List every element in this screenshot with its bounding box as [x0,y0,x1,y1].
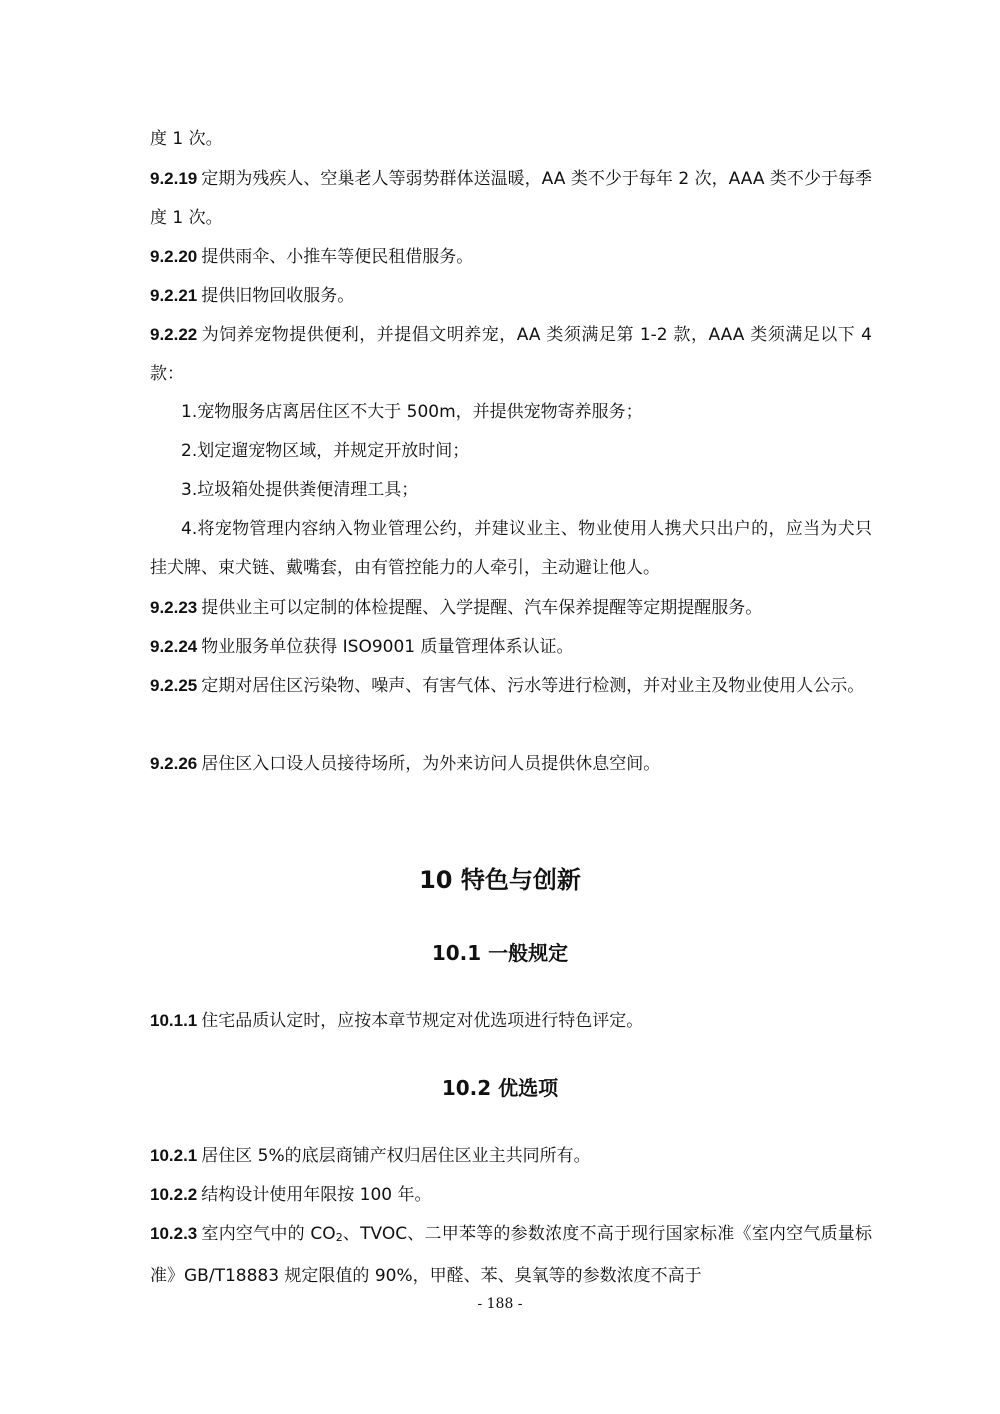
clause-9-2-23 [150,588,872,628]
clause-10-2-1 [150,1136,872,1176]
clause-9-2-19 [150,159,872,238]
clause-text: 物业服务单位获得 ISO9001 质量管理体系认证。 [201,637,574,657]
clause-9-2-22 [150,315,872,394]
clause-text: 提供雨伞、小推车等便民租借服务。 [201,247,474,267]
clause-9-2-24 [150,627,872,667]
page-number: - 188 - [477,1296,523,1312]
pet-item-4: 4.将宠物管理内容纳入物业管理公约，并建议业主、物业使用人携犬只出户的，应当为犬只挂犬牌、束犬链、戴嘴套，由有管控能力的人牵引，主动避让他人。 [150,519,872,578]
pet-item-3: 3.垃圾箱处提供粪便清理工具； [181,480,419,500]
clause-number: 9.2.20 [150,247,198,266]
continuation-text: 度 1 次。 [150,129,223,149]
clause-text: 结构设计使用年限按 100 年。 [201,1185,432,1205]
clause-10-2-3 [150,1214,872,1296]
clause-number: 9.2.21 [150,286,198,305]
clause-number: 9.2.19 [150,169,198,188]
clause-number: 9.2.25 [150,676,198,695]
clause-number: 10.1.1 [150,1011,198,1030]
clause-number: 10.2.3 [150,1224,198,1243]
pet-item-2: 2.划定遛宠物区域，并规定开放时间； [181,441,470,461]
clause-9-2-26 [150,744,872,784]
pet-item-1: 1.宠物服务店离居住区不大于 500m，并提供宠物寄养服务； [181,402,643,422]
clause-text-a: 室内空气中的 CO [201,1224,336,1244]
clause-number: 9.2.26 [150,754,198,773]
clause-number: 10.2.2 [150,1185,198,1204]
clause-text: 为饲养宠物提供便利，并提倡文明养宠，AA 类须满足第 1-2 款，AAA 类须满足以下 4 款： [150,325,872,384]
chapter-title: 10 特色与创新 [419,866,581,894]
clause-9-2-25 [150,666,872,706]
clause-text: 居住区 5%的底层商铺产权归居住区业主共同所有。 [201,1146,591,1166]
clause-text: 提供业主可以定制的体检提醒、入学提醒、汽车保养提醒等定期提醒服务。 [201,598,763,618]
section-10-1-title: 10.1 一般规定 [431,941,569,965]
clause-text: 定期为残疾人、空巢老人等弱势群体送温暖，AA 类不少于每年 2 次，AAA 类不少于每季度 1 次。 [150,169,872,228]
clause-9-2-20 [150,237,872,277]
clause-number: 9.2.22 [150,325,198,344]
subscript-2: 2 [335,1231,343,1244]
clause-text: 住宅品质认定时，应按本章节规定对优选项进行特色评定。 [201,1011,644,1031]
clause-text: 提供旧物回收服务。 [201,286,355,306]
clause-9-2-21 [150,276,872,316]
clause-text-b: 、TVOC、二甲苯等的参数浓度不高于现行国家标准《室内空气质量标准》GB/T18883 规定限值的 90%，甲醛、苯、臭氧等的参数浓度不高于 [150,1224,873,1286]
clause-number: 10.2.1 [150,1146,198,1165]
clause-number: 9.2.24 [150,637,198,656]
clause-10-2-2 [150,1175,872,1215]
clause-text: 居住区入口设人员接待场所，为外来访问人员提供休息空间。 [201,754,661,774]
clause-number: 9.2.23 [150,598,198,617]
section-10-2-title: 10.2 优选项 [441,1076,559,1100]
clause-text: 定期对居住区污染物、噪声、有害气体、污水等进行检测，并对业主及物业使用人公示。 [201,676,865,696]
clause-10-1-1 [150,1001,872,1041]
